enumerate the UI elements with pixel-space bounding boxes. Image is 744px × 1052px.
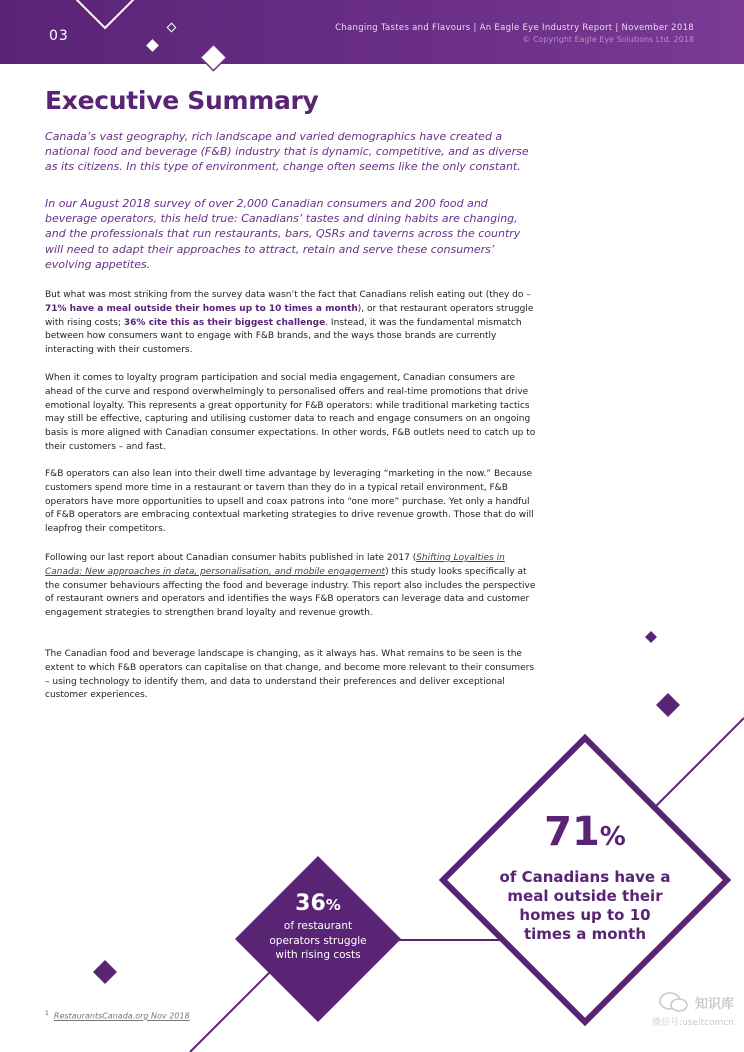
copyright-notice: © Copyright Eagle Eye Solutions Ltd. 2018	[522, 35, 694, 44]
wechat-icon	[659, 992, 689, 1012]
footnote	[45, 1010, 190, 1021]
watermark-title: 知识库	[694, 996, 734, 1012]
watermark	[652, 992, 734, 1028]
body-paragraph-2: When it comes to loyalty program participation and social media engagement, Canadian consumers are ahead of the curve and respond overwhelmingly to personalised offers and real-time promotions that drive emotional loyalty. This represents a great opportunity for F&B operators: while traditional marketing tactics may still be effective, capturing and utilising customer data to reach and engage consumers on an ongoing basis is more aligned with Canadian consumer expectations. In other words, F&B outlets need to catch up to their customers – and fast.	[45, 373, 536, 452]
body-paragraph-3: F&B operators can also lean into their dwell time advantage by leveraging “marketing in the now.” Because customers spend more time in a restaurant or tavern than they do in a typical retail environment, F&B operators have more opportunities to upsell and coax patrons into “one more” purchase. Yet only a handful of F&B operators are embracing contextual marketing strategies to drive revenue growth. Those that do will leapfrog their competitors.	[45, 469, 534, 535]
body-paragraph-5: The Canadian food and beverage landscape is changing, as it always has. What remains to be seen is the extent to which F&B operators can capitalise on that change, and become more relevant to their consumers – using technology to identify them, and data to understand their preferences and deliver exceptional customer experiences.	[45, 649, 535, 701]
footnote-marker: 1	[45, 1010, 49, 1017]
highlight-36-percent: 36% cite this as their biggest challenge	[123, 317, 326, 328]
diamond-small-left	[93, 960, 117, 984]
footnote-source-link[interactable]: RestaurantsCanada.org Nov 2018	[53, 1011, 190, 1021]
stat-36-caption: of restaurant operators struggle with rising costs	[269, 920, 367, 961]
stat-71-block	[488, 810, 682, 944]
stat-71-number: 71	[544, 809, 600, 855]
page-title: Executive Summary	[45, 86, 319, 115]
header-diamond-outline	[74, 0, 136, 30]
stat-36-number: 36	[295, 891, 326, 916]
report-title: Changing Tastes and Flavours | An Eagle Eye Industry Report | November 2018	[335, 23, 694, 33]
intro-paragraph-1: Canada’s vast geography, rich landscape and varied demographics have created a national food and beverage (F&B) industry that is dynamic, competitive, and as diverse as its citizens. In this type of environment, change often seems like the only constant.	[45, 130, 529, 174]
previous-report-link[interactable]: Shifting Loyalties in Canada: New approaches in data, personalisation, and mobile engagement	[45, 553, 505, 577]
page-number: 03	[49, 28, 69, 44]
highlight-71-percent: 71% have a meal outside their homes up to 10 times a month	[45, 303, 358, 314]
stat-36-block	[268, 890, 368, 963]
stat-71-unit: %	[599, 822, 626, 852]
stat-36-unit: %	[325, 896, 341, 914]
body-paragraph-4: Following our last report about Canadian consumer habits published in late 2017 (Shifting Loyalties in Canada: New approaches in data, personalisation, and mobile engagement) this study looks specifically at the consumer behaviours affecting the food and beverage industry. This report also includes the perspective of restaurant owners and operators and identifies the ways F&B operators can leverage data and customer engagement strategies to strengthen brand loyalty and revenue growth.	[45, 553, 536, 619]
body-paragraph-1: But what was most striking from the survey data wasn’t the fact that Canadians relish eating out (they do – 71% have a meal outside their homes up to 10 times a month), or that restaurant operators struggle with rising costs; 36% cite this as their biggest challenge. Instead, it was the fundamental mismatch between how consumers want to engage with F&B brands, and the ways those brands are currently interacting with their customers.	[45, 290, 534, 356]
diagonal-line-right	[655, 718, 744, 807]
intro-paragraph-2: In our August 2018 survey of over 2,000 Canadian consumers and 200 food and beverage operators, this held true: Canadians’ tastes and dining habits are changing, and the professionals that run restaurants, bars, QSRs and taverns across the country will need to adapt their approaches to attract, retain and serve these consumers’ evolving appetites.	[45, 197, 521, 271]
stat-71-caption: of Canadians have a meal outside their homes up to 10 times a month	[499, 868, 671, 943]
watermark-subtitle: 微信号:useitcomcn	[652, 1018, 734, 1028]
diamond-small-right	[645, 631, 657, 643]
diamond-medium-right	[656, 693, 680, 717]
